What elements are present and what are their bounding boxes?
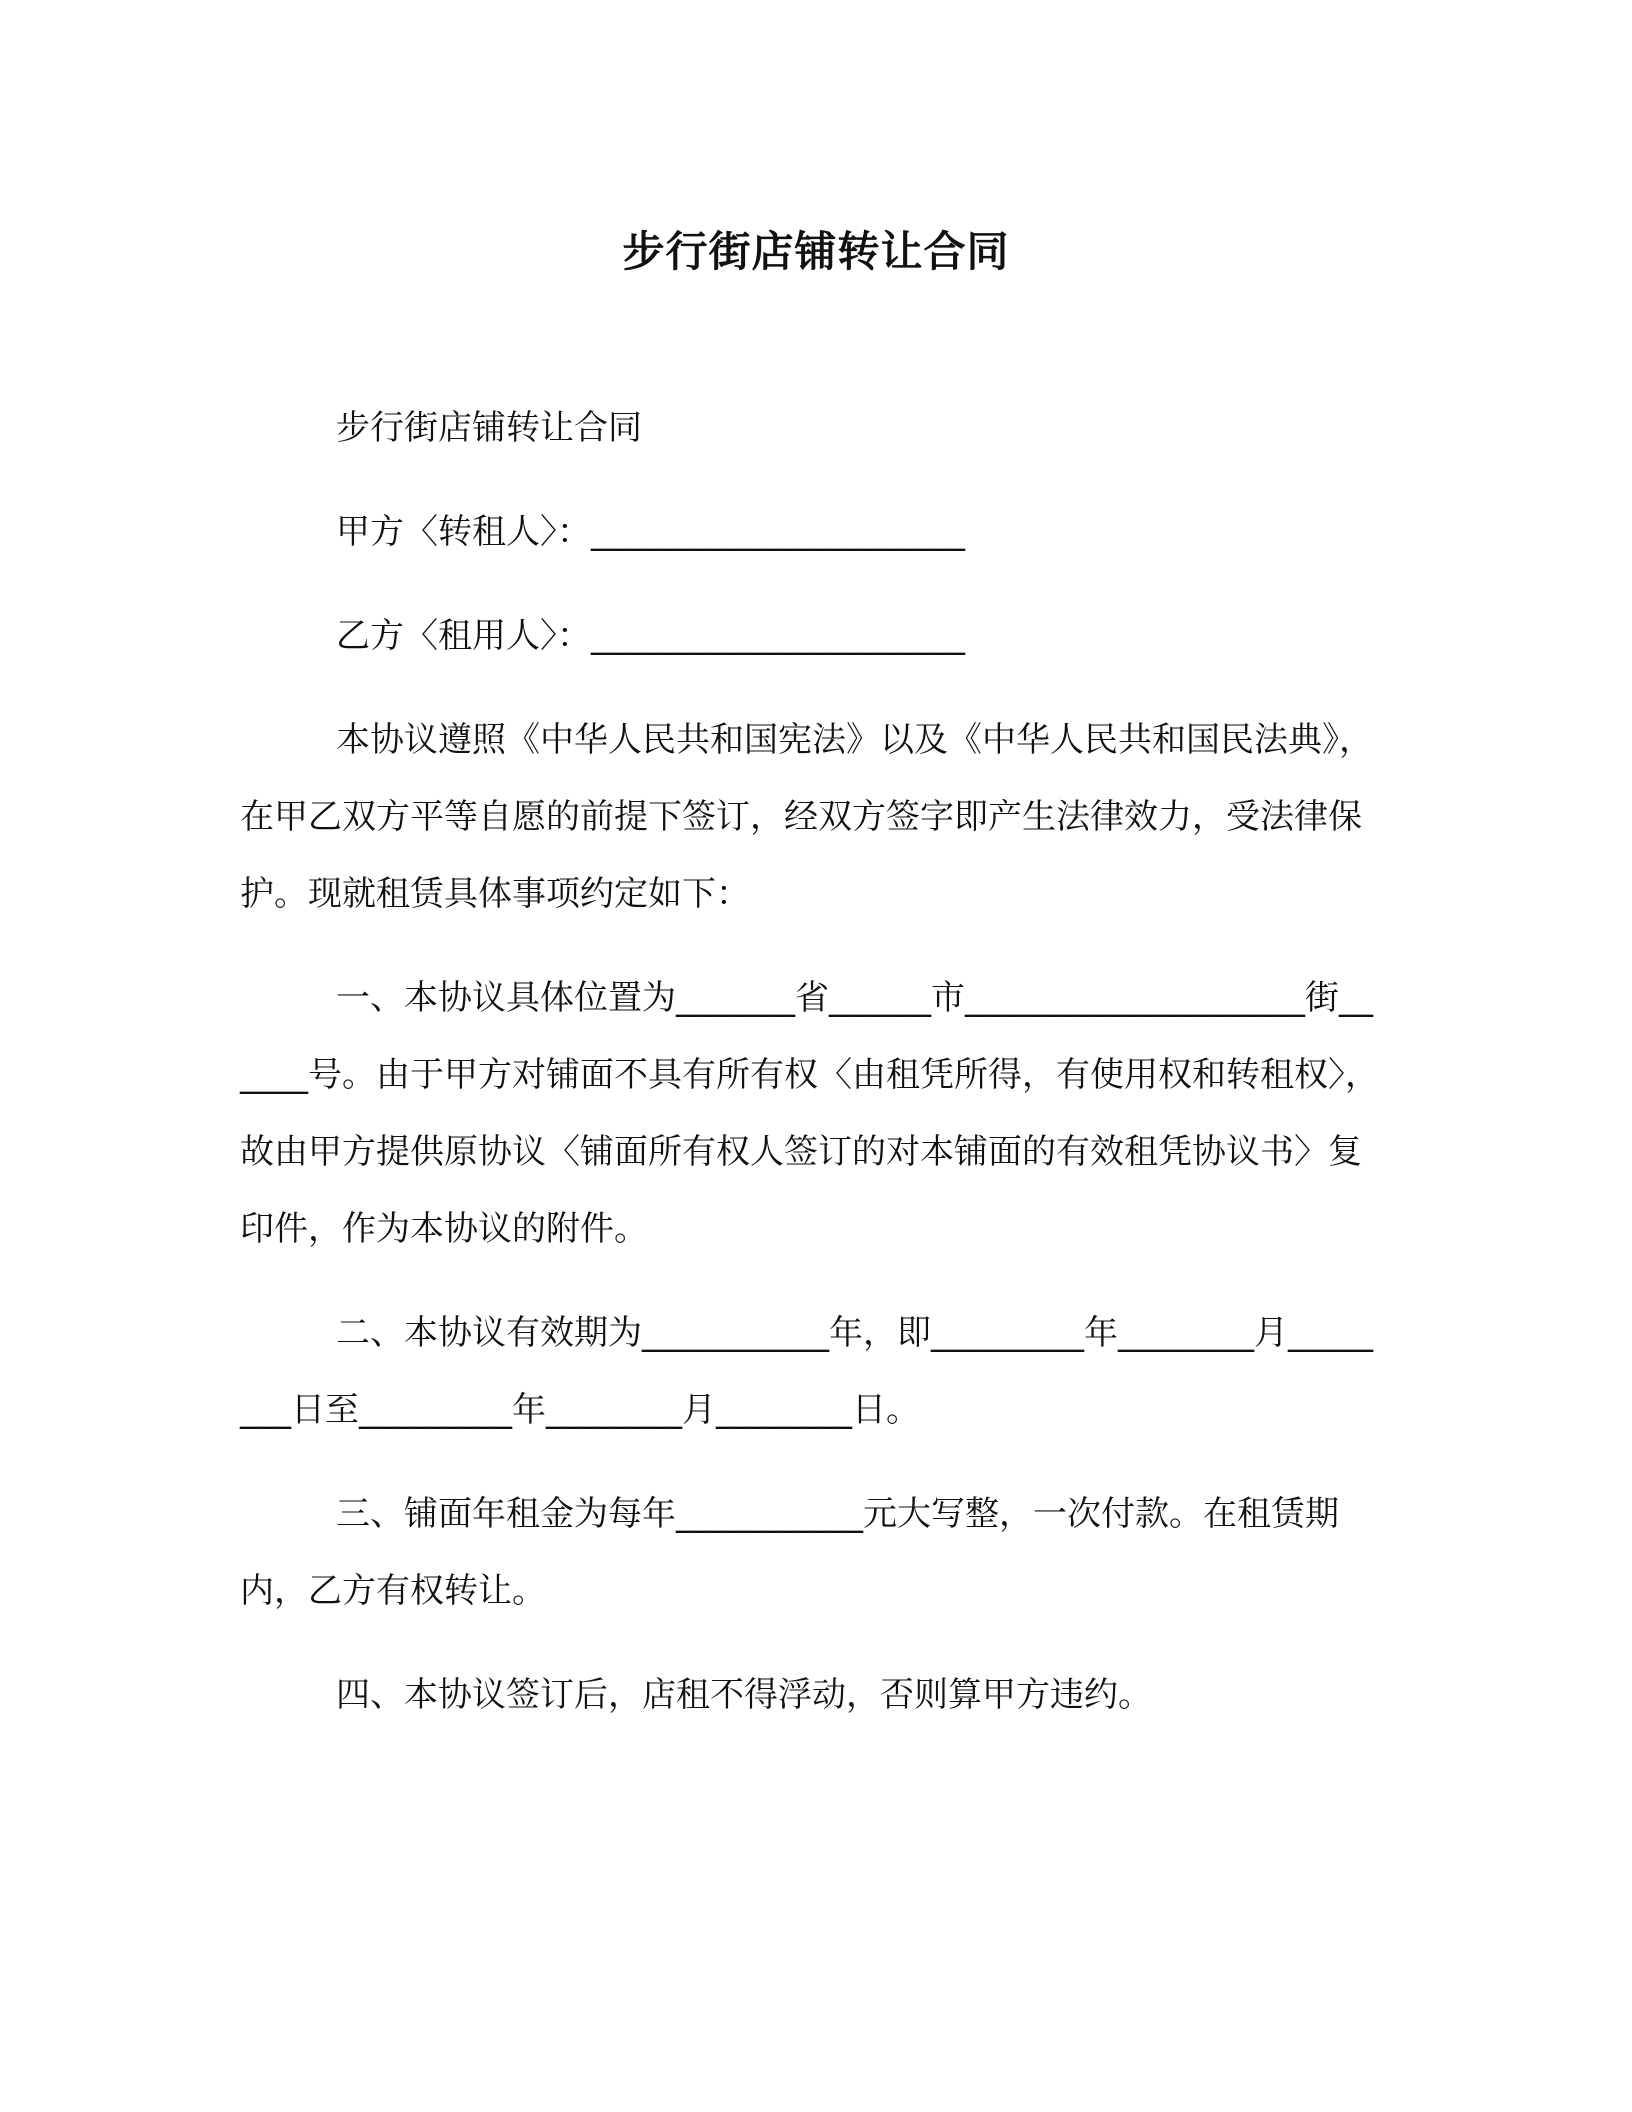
contract-subtitle: 步行街店铺转让合同: [336, 408, 642, 448]
clause-rent: 三、铺面年租金为每年___________元大写整，一次付款。在租赁期内，乙方有权转让。: [240, 1494, 1339, 1611]
preamble-paragraph: 本协议遵照《中华人民共和国宪法》以及《中华人民共和国民法典》，在甲乙双方平等自愿的前提下签订，经双方签字即产生法律效力，受法律保护。现就租赁具体事项约定如下：: [240, 720, 1373, 914]
clause-location: 一、本协议具体位置为_______省______市____________________街______号。由于甲方对铺面不具有所有权〈由租凭所得，有使用权和转租权〉，故由甲方提供原协议〈铺面所有权人签订的对本铺面的有效租凭协议书〉复印件，作为本协议的附件。: [240, 978, 1379, 1249]
party-b-line: 乙方〈租用人〉：______________________: [336, 616, 965, 656]
clause-term: 二、本协议有效期为___________年，即_________年________月________日至_________年________月________日。: [240, 1313, 1373, 1430]
clause-no-rent-change: 四、本协议签订后，店租不得浮动，否则算甲方违约。: [336, 1675, 1152, 1715]
document-title: 步行街店铺转让合同: [622, 227, 1010, 276]
party-a-line: 甲方〈转租人〉：______________________: [336, 512, 965, 552]
document-body: [240, 390, 1380, 1734]
